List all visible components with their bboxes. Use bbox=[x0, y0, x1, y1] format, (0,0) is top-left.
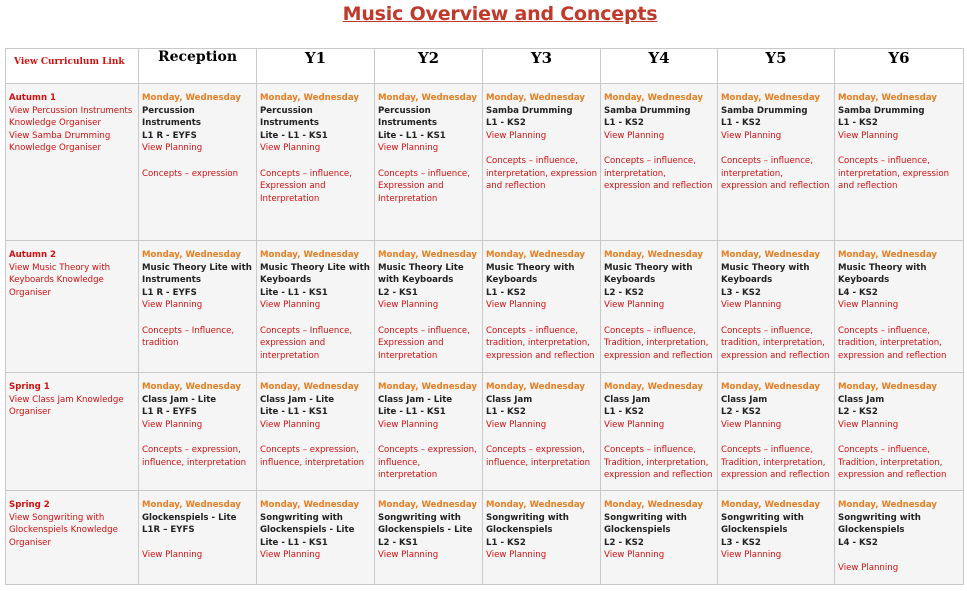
lesson-days: Monday, Wednesday bbox=[378, 250, 477, 260]
view-planning-link[interactable]: View Planning bbox=[604, 550, 665, 561]
concepts-text: Concepts – influence, Tradition, interpretation, expression and reflection bbox=[838, 444, 947, 481]
view-planning-link[interactable]: View Planning bbox=[260, 300, 321, 311]
year-cell bbox=[375, 373, 483, 491]
unit-level: Lite - L1 - KS1 bbox=[378, 407, 446, 418]
year-cell bbox=[257, 84, 375, 241]
unit-title: Class Jam - Lite bbox=[260, 394, 335, 405]
unit-level: Lite - L1 - KS1 bbox=[260, 130, 328, 141]
term-row bbox=[6, 84, 964, 241]
concepts-text: Concepts – Influence, expression and interpretation bbox=[260, 325, 353, 361]
unit-title: Songwriting with Glockenspiels bbox=[604, 512, 687, 536]
unit-title: Samba Drumming bbox=[486, 105, 573, 116]
unit-level: L2 - KS2 bbox=[721, 407, 761, 418]
year-cell bbox=[139, 84, 257, 241]
year-cell bbox=[718, 491, 835, 585]
unit-title: Samba Drumming bbox=[604, 105, 691, 116]
spacer bbox=[260, 155, 372, 168]
spacer bbox=[604, 142, 715, 155]
header-y4: Y4 bbox=[601, 49, 718, 84]
year-cell bbox=[483, 491, 601, 585]
concepts-text: Concepts – expression, influence, interpretation bbox=[260, 444, 365, 468]
view-planning-link[interactable]: View Planning bbox=[838, 300, 899, 311]
year-cell bbox=[601, 373, 718, 491]
lesson-days: Monday, Wednesday bbox=[604, 382, 703, 392]
unit-title: Songwriting with Glockenspiels bbox=[486, 512, 569, 536]
view-planning-link[interactable]: View Planning bbox=[260, 143, 321, 154]
unit-title: Samba Drumming bbox=[721, 105, 808, 116]
concepts-text: Concepts – influence, Expression and Interpretation bbox=[378, 325, 470, 361]
lesson-days: Monday, Wednesday bbox=[486, 500, 585, 510]
unit-level: L3 - KS2 bbox=[721, 287, 761, 298]
unit-title: Percussion Instruments bbox=[142, 105, 202, 129]
term-cell bbox=[6, 241, 139, 373]
view-planning-link[interactable]: View Planning bbox=[721, 550, 782, 561]
view-planning-link[interactable]: View Planning bbox=[378, 143, 439, 154]
header-reception: Reception bbox=[139, 49, 257, 84]
year-cell bbox=[257, 491, 375, 585]
unit-title: Samba Drumming bbox=[838, 105, 925, 116]
year-cell bbox=[601, 84, 718, 241]
unit-title: Music Theory with Keyboards bbox=[721, 262, 810, 286]
view-planning-link[interactable]: View Planning bbox=[142, 419, 203, 430]
unit-title: Music Theory with Keyboards bbox=[838, 262, 927, 286]
lesson-days: Monday, Wednesday bbox=[378, 93, 477, 103]
header-row bbox=[6, 49, 964, 84]
concepts-text: Concepts – expression, influence, interpretation bbox=[142, 444, 247, 468]
view-planning-link[interactable]: View Planning bbox=[604, 419, 665, 430]
view-planning-link[interactable]: View Planning bbox=[604, 130, 665, 141]
unit-title: Songwriting with Glockenspiels - Lite bbox=[378, 512, 473, 536]
spacer bbox=[721, 142, 832, 155]
concepts-text: Concepts – influence, interpretation, expression and reflection bbox=[486, 155, 598, 192]
spacer bbox=[838, 142, 961, 155]
lesson-days: Monday, Wednesday bbox=[260, 93, 359, 103]
concepts-text: Concepts – expression, influence, interpretation bbox=[378, 444, 477, 481]
unit-level: Lite - L1 - KS1 bbox=[260, 537, 328, 548]
concepts-text: Concepts – expression bbox=[142, 168, 239, 179]
lesson-days: Monday, Wednesday bbox=[142, 93, 241, 103]
year-cell bbox=[718, 241, 835, 373]
unit-title: Percussion Instruments bbox=[260, 105, 320, 129]
unit-title: Music Theory Lite with Instruments bbox=[142, 262, 252, 286]
year-cell bbox=[601, 241, 718, 373]
unit-title: Music Theory with Keyboards bbox=[486, 262, 575, 286]
unit-level: L2 - KS1 bbox=[378, 537, 418, 548]
lesson-days: Monday, Wednesday bbox=[721, 500, 820, 510]
knowledge-organiser-link[interactable]: View Samba Drumming Knowledge Organiser bbox=[9, 130, 111, 154]
unit-title: Class Jam bbox=[838, 394, 885, 405]
view-planning-link[interactable]: View Planning bbox=[838, 562, 899, 573]
unit-title: Class Jam bbox=[721, 394, 768, 405]
lesson-days: Monday, Wednesday bbox=[721, 382, 820, 392]
unit-level: L1 - KS2 bbox=[486, 537, 526, 548]
view-planning-link[interactable]: View Planning bbox=[604, 300, 665, 311]
term-cell bbox=[6, 373, 139, 491]
unit-title: Glockenspiels - Lite bbox=[142, 512, 237, 523]
spacer bbox=[721, 431, 832, 444]
view-planning-link[interactable]: View Planning bbox=[721, 130, 782, 141]
view-planning-link[interactable]: View Planning bbox=[142, 300, 203, 311]
curriculum-link-cell bbox=[6, 49, 139, 84]
year-cell bbox=[718, 84, 835, 241]
year-cell bbox=[139, 373, 257, 491]
concepts-text: Concepts – influence, interpretation, expression and reflection bbox=[604, 155, 713, 192]
unit-title: Class Jam - Lite bbox=[142, 394, 217, 405]
spacer bbox=[604, 312, 715, 325]
concepts-text: Concepts – influence, Expression and Interpretation bbox=[378, 168, 470, 204]
view-planning-link[interactable]: View Planning bbox=[486, 300, 547, 311]
year-cell bbox=[601, 491, 718, 585]
spacer bbox=[838, 549, 961, 562]
unit-level: L1 R - EYFS bbox=[142, 287, 197, 298]
lesson-days: Monday, Wednesday bbox=[142, 500, 241, 510]
concepts-text: Concepts – influence, interpretation, expression and reflection bbox=[838, 155, 950, 192]
lesson-days: Monday, Wednesday bbox=[838, 250, 937, 260]
unit-level: L1 - KS2 bbox=[486, 287, 526, 298]
knowledge-organiser-link[interactable]: View Music Theory with Keyboards Knowledge Organiser bbox=[9, 262, 111, 298]
lesson-days: Monday, Wednesday bbox=[486, 382, 585, 392]
unit-title: Songwriting with Glockenspiels - Lite bbox=[260, 512, 355, 536]
header-y1: Y1 bbox=[257, 49, 375, 84]
spacer bbox=[838, 431, 961, 444]
view-planning-link[interactable]: View Planning bbox=[142, 550, 203, 561]
unit-level: L1 R - EYFS bbox=[142, 407, 197, 418]
year-cell bbox=[835, 241, 964, 373]
lesson-days: Monday, Wednesday bbox=[838, 382, 937, 392]
spacer bbox=[142, 155, 254, 168]
unit-level: L4 - KS2 bbox=[838, 287, 878, 298]
unit-title: Class Jam - Lite bbox=[378, 394, 453, 405]
knowledge-organiser-link[interactable]: View Percussion Instruments Knowledge Organiser bbox=[9, 105, 133, 129]
year-cell bbox=[835, 491, 964, 585]
header-y6: Y6 bbox=[835, 49, 964, 84]
view-planning-link[interactable]: View Planning bbox=[486, 550, 547, 561]
term-row bbox=[6, 241, 964, 373]
year-cell bbox=[375, 241, 483, 373]
year-cell bbox=[257, 241, 375, 373]
unit-title: Percussion Instruments bbox=[378, 105, 438, 129]
lesson-days: Monday, Wednesday bbox=[604, 93, 703, 103]
lesson-days: Monday, Wednesday bbox=[486, 93, 585, 103]
unit-title: Music Theory Lite with Keyboards bbox=[378, 262, 464, 286]
unit-level: L1R – EYFS bbox=[142, 525, 195, 536]
knowledge-organiser-link[interactable]: View Class Jam Knowledge Organiser bbox=[9, 394, 124, 418]
spacer bbox=[142, 312, 254, 325]
spacer bbox=[486, 312, 598, 325]
unit-level: L1 - KS2 bbox=[604, 118, 644, 129]
view-planning-link[interactable]: View Planning bbox=[838, 419, 899, 430]
concepts-text: Concepts – influence, interpretation, expression and reflection bbox=[721, 155, 830, 192]
year-cell bbox=[835, 373, 964, 491]
music-overview-table bbox=[5, 48, 964, 585]
header-y5: Y5 bbox=[718, 49, 835, 84]
view-planning-link[interactable]: View Planning bbox=[838, 130, 899, 141]
spacer bbox=[260, 431, 372, 444]
concepts-text: Concepts – influence, Expression and Interpretation bbox=[260, 168, 352, 204]
year-cell bbox=[483, 241, 601, 373]
spacer bbox=[378, 155, 480, 168]
view-planning-link[interactable]: View Planning bbox=[721, 300, 782, 311]
spacer bbox=[378, 312, 480, 325]
unit-title: Class Jam bbox=[486, 394, 533, 405]
spacer bbox=[486, 142, 598, 155]
unit-level: L1 - KS2 bbox=[721, 118, 761, 129]
term-name: Spring 2 bbox=[9, 500, 50, 510]
unit-level: L1 - KS2 bbox=[486, 407, 526, 418]
unit-level: Lite - L1 - KS1 bbox=[260, 287, 328, 298]
lesson-days: Monday, Wednesday bbox=[260, 250, 359, 260]
unit-level: L2 - KS2 bbox=[604, 537, 644, 548]
term-row bbox=[6, 491, 964, 585]
view-planning-link[interactable]: View Planning bbox=[378, 419, 439, 430]
year-cell bbox=[375, 491, 483, 585]
year-cell bbox=[483, 373, 601, 491]
spacer bbox=[604, 431, 715, 444]
view-planning-link[interactable]: View Planning bbox=[142, 143, 203, 154]
year-cell bbox=[835, 84, 964, 241]
unit-title: Songwriting with Glockenspiels bbox=[721, 512, 804, 536]
year-cell bbox=[483, 84, 601, 241]
concepts-text: Concepts – influence, tradition, interpretation, expression and reflection bbox=[838, 325, 947, 361]
lesson-days: Monday, Wednesday bbox=[838, 93, 937, 103]
term-name: Spring 1 bbox=[9, 382, 50, 392]
unit-level: L4 - KS2 bbox=[838, 537, 878, 548]
year-cell bbox=[375, 84, 483, 241]
lesson-days: Monday, Wednesday bbox=[260, 500, 359, 510]
unit-level: L1 - KS2 bbox=[604, 407, 644, 418]
concepts-text: Concepts – Influence, tradition bbox=[142, 325, 235, 349]
unit-title: Music Theory Lite with Keyboards bbox=[260, 262, 370, 286]
spacer bbox=[721, 312, 832, 325]
concepts-text: Concepts – influence, Tradition, interpretation, expression and reflection bbox=[721, 444, 830, 481]
term-cell bbox=[6, 84, 139, 241]
year-cell bbox=[257, 373, 375, 491]
concepts-text: Concepts – influence, tradition, interpretation, expression and reflection bbox=[721, 325, 830, 361]
term-name: Autumn 2 bbox=[9, 250, 57, 260]
unit-level: Lite - L1 - KS1 bbox=[378, 130, 446, 141]
concepts-text: Concepts – expression, influence, interpretation bbox=[486, 444, 591, 468]
lesson-days: Monday, Wednesday bbox=[378, 500, 477, 510]
spacer bbox=[142, 431, 254, 444]
lesson-days: Monday, Wednesday bbox=[604, 500, 703, 510]
lesson-days: Monday, Wednesday bbox=[378, 382, 477, 392]
view-planning-link[interactable]: View Planning bbox=[721, 419, 782, 430]
unit-level: L3 - KS2 bbox=[721, 537, 761, 548]
spacer bbox=[142, 537, 254, 550]
year-cell bbox=[139, 241, 257, 373]
concepts-text: Concepts – influence, Tradition, interpretation, expression and reflection bbox=[604, 325, 713, 361]
term-row bbox=[6, 373, 964, 491]
view-planning-link[interactable]: View Planning bbox=[260, 550, 321, 561]
view-planning-link[interactable]: View Planning bbox=[378, 300, 439, 311]
unit-title: Class Jam bbox=[604, 394, 651, 405]
lesson-days: Monday, Wednesday bbox=[721, 250, 820, 260]
spacer bbox=[378, 431, 480, 444]
spacer bbox=[486, 431, 598, 444]
view-curriculum-link[interactable]: View Curriculum Link bbox=[14, 57, 125, 67]
unit-title: Songwriting with Glockenspiels bbox=[838, 512, 921, 536]
knowledge-organiser-link[interactable]: View Songwriting with Glockenspiels Knowledge Organiser bbox=[9, 512, 118, 548]
lesson-days: Monday, Wednesday bbox=[142, 250, 241, 260]
unit-title: Music Theory with Keyboards bbox=[604, 262, 693, 286]
view-planning-link[interactable]: View Planning bbox=[486, 419, 547, 430]
term-name: Autumn 1 bbox=[9, 93, 57, 103]
term-cell bbox=[6, 491, 139, 585]
unit-level: L2 - KS2 bbox=[838, 407, 878, 418]
lesson-days: Monday, Wednesday bbox=[486, 250, 585, 260]
unit-level: L2 - KS2 bbox=[604, 287, 644, 298]
unit-level: Lite - L1 - KS1 bbox=[260, 407, 328, 418]
lesson-days: Monday, Wednesday bbox=[260, 382, 359, 392]
concepts-text: Concepts – influence, tradition, interpretation, expression and reflection bbox=[486, 325, 595, 361]
unit-level: L1 R - EYFS bbox=[142, 130, 197, 141]
unit-level: L1 - KS2 bbox=[838, 118, 878, 129]
lesson-days: Monday, Wednesday bbox=[838, 500, 937, 510]
page-title: Music Overview and Concepts bbox=[342, 3, 658, 25]
spacer bbox=[260, 312, 372, 325]
view-planning-link[interactable]: View Planning bbox=[378, 550, 439, 561]
header-y2: Y2 bbox=[375, 49, 483, 84]
spacer bbox=[838, 312, 961, 325]
lesson-days: Monday, Wednesday bbox=[604, 250, 703, 260]
concepts-text: Concepts – influence, Tradition, interpretation, expression and reflection bbox=[604, 444, 713, 481]
unit-level: L2 - KS1 bbox=[378, 287, 418, 298]
year-cell bbox=[718, 373, 835, 491]
lesson-days: Monday, Wednesday bbox=[721, 93, 820, 103]
unit-level: L1 - KS2 bbox=[486, 118, 526, 129]
year-cell bbox=[139, 491, 257, 585]
lesson-days: Monday, Wednesday bbox=[142, 382, 241, 392]
view-planning-link[interactable]: View Planning bbox=[260, 419, 321, 430]
view-planning-link[interactable]: View Planning bbox=[486, 130, 547, 141]
header-y3: Y3 bbox=[483, 49, 601, 84]
